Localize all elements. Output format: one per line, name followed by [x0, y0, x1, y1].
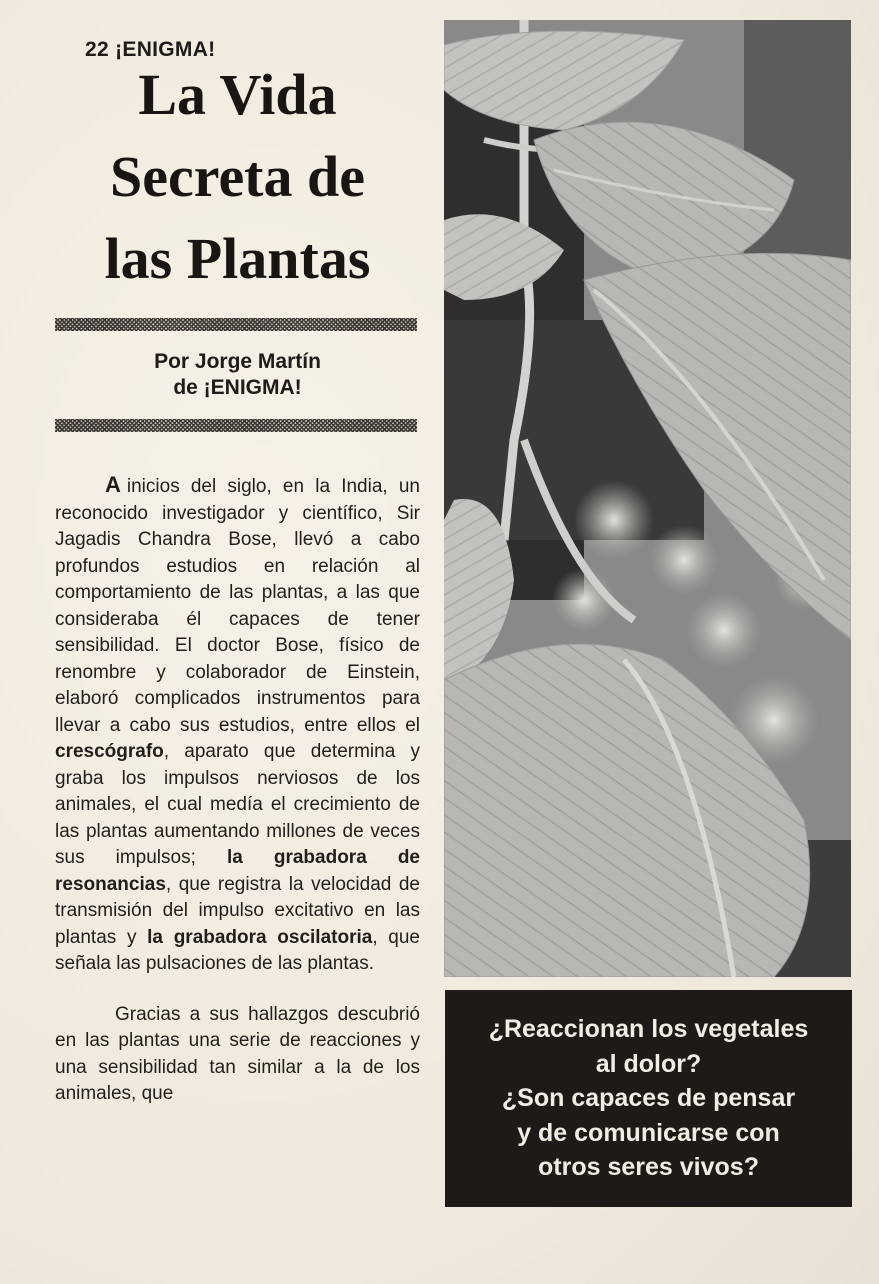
byline-publication: de ¡ENIGMA!: [173, 376, 302, 399]
drop-cap: A: [105, 472, 121, 497]
callout-question: [445, 990, 852, 1185]
byline: [55, 349, 420, 401]
section-tag: 22 ¡ENIGMA!: [85, 38, 216, 61]
paragraph-text: inicios del siglo, en la India, un reconocido investigador y científico, Sir Jagadis Chandra Bose, llevó a cabo profundos estudios en relación al comportamiento de las plantas, a las que consideraba él capaces de tener sensibilidad. El doctor Bose, físico de renombre y colaborador de Einstein, elaboró complicados instrumentos para llevar a cabo sus estudios, entre ellos el: [55, 476, 420, 736]
paragraph-text: , que señala las pulsaciones de las plantas.: [55, 926, 420, 974]
hatched-divider-top: [55, 318, 417, 331]
plant-leaves-photo: [444, 20, 851, 977]
callout-line: ¿Son capaces de pensar: [501, 1084, 796, 1112]
title-line: Secreta de: [110, 144, 365, 209]
callout-box: [445, 990, 852, 1207]
article-title: [55, 54, 420, 300]
paragraph-2: Gracias a sus hallazgos descubrió en las plantas una serie de reacciones y una sensibilidad tan similar a la de los animales, que: [55, 1003, 420, 1104]
byline-author: Por Jorge Martín: [154, 350, 321, 373]
callout-line: y de comunicarse con: [517, 1118, 780, 1147]
paragraph-text: , aparato que determina y graba los impulsos nerviosos de los animales, el cual medía el crecimiento de las plantas aumentando millones de veces sus impulsos;: [55, 741, 420, 868]
paragraph-1: [55, 472, 420, 978]
callout-line: otros seres vivos?: [538, 1153, 759, 1181]
article-column: [55, 38, 420, 1108]
paragraph-text: , que registra la velocidad de transmisión del impulso excitativo en las plantas y: [55, 873, 420, 948]
callout-line: al dolor?: [595, 1049, 702, 1078]
article-body: [55, 472, 420, 1108]
bold-term: crescógrafo: [55, 741, 164, 762]
bold-term: la grabadora de resonancias: [55, 847, 420, 895]
hatched-divider-bottom: [55, 419, 417, 432]
title-line: las Plantas: [104, 226, 371, 291]
bold-term: la grabadora oscilatoria: [147, 926, 373, 948]
callout-line: ¿Reaccionan los vegetales: [488, 1015, 809, 1043]
title-line: La Vida: [138, 62, 337, 127]
